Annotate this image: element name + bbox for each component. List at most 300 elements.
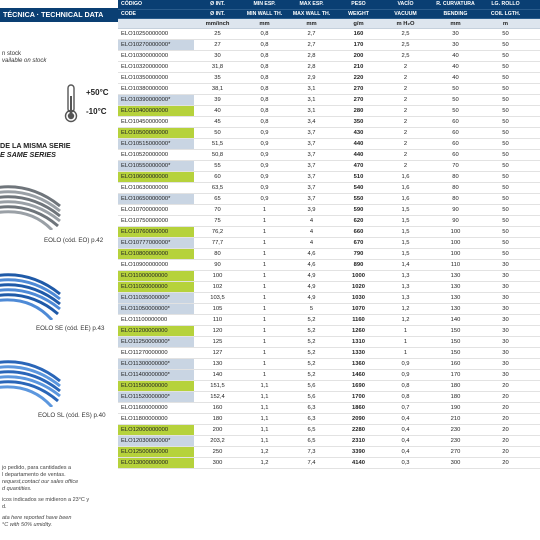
vacuum-cell: 0,9: [401, 372, 410, 378]
coil-length-cell: 30: [502, 262, 509, 268]
inner-diameter-cell: 63,5: [211, 185, 224, 191]
product-code-cell: ELO10320000000: [121, 64, 169, 70]
max-wall-cell: 6,5: [307, 438, 316, 444]
vacuum-cell: 2: [403, 64, 408, 70]
table-row: [118, 95, 540, 106]
vacuum-cell: 0,4: [401, 416, 410, 422]
min-wall-cell: 1: [262, 339, 267, 345]
weight-cell: 210: [353, 64, 364, 70]
column-header: WEIGHT: [348, 10, 369, 17]
weight-cell: 160: [353, 31, 364, 37]
vacuum-cell: 0,7: [401, 405, 410, 411]
max-wall-cell: 2,8: [307, 53, 316, 59]
coil-length-cell: 20: [502, 438, 509, 444]
inner-diameter-cell: 50,8: [211, 152, 224, 158]
inner-diameter-cell: 40: [214, 108, 221, 114]
max-wall-cell: 4,6: [307, 251, 316, 257]
coil-length-cell: 30: [502, 306, 509, 312]
inner-diameter-cell: 39: [214, 97, 221, 103]
technical-data-table: [118, 0, 540, 469]
footnote-line: d.: [2, 504, 7, 510]
unit-label: mm: [259, 21, 270, 27]
min-wall-cell: 0,8: [260, 86, 269, 92]
product-code-cell: ELO11270000000: [121, 350, 168, 356]
weight-cell: 270: [353, 97, 364, 103]
column-header: COIL LGTH.: [490, 10, 521, 17]
product-code-cell: ELO11000000000: [118, 271, 194, 281]
footnote-line: icos indicados se midieron a 23°C y: [2, 497, 90, 503]
min-wall-cell: 1: [262, 295, 267, 301]
coil-length-cell: 30: [502, 350, 509, 356]
max-wall-cell: 3,1: [307, 86, 316, 92]
max-wall-cell: 4,9: [307, 284, 316, 290]
coil-length-cell: 30: [502, 317, 509, 323]
max-wall-cell: 5: [309, 306, 314, 312]
product-code-cell: ELO10250000000: [121, 31, 169, 37]
coil-length-cell: 20: [502, 427, 509, 433]
weight-cell: 1860: [352, 405, 365, 411]
min-wall-cell: 0,9: [260, 174, 269, 180]
column-header: BENDING: [443, 10, 468, 17]
max-wall-cell: 3,1: [307, 97, 316, 103]
inner-diameter-cell: 100: [212, 273, 223, 279]
product-code-cell: ELO11600000000: [121, 405, 168, 411]
table-row: [118, 40, 540, 51]
weight-cell: 1020: [352, 284, 365, 290]
weight-cell: 350: [353, 119, 364, 125]
coil-length-cell: 20: [502, 394, 509, 400]
table-row: [118, 425, 540, 436]
max-wall-cell: 5,2: [307, 328, 316, 334]
product-code-cell: ELO10777000000*: [118, 238, 194, 248]
table-row: [118, 381, 540, 392]
footnote-line: ata here reported have been: [2, 515, 72, 521]
max-wall-cell: 3,7: [307, 185, 316, 191]
bending-radius-cell: 180: [450, 383, 461, 389]
product-code-cell: ELO10900000000: [121, 262, 169, 268]
column-header: PESO: [351, 1, 366, 7]
footnote-line: jo pedido, para cantidades a: [2, 465, 72, 471]
coil-length-cell: 50: [502, 163, 509, 169]
vacuum-cell: 0,4: [401, 427, 410, 433]
inner-diameter-cell: 152,4: [210, 394, 225, 400]
column-header: MIN ESP.: [253, 1, 276, 7]
table-row: [118, 29, 540, 40]
weight-cell: 430: [353, 130, 364, 136]
table-units-row: [118, 19, 540, 29]
inner-diameter-cell: 102: [212, 284, 223, 290]
footnote-line: d quantities.: [2, 486, 32, 492]
coil-length-cell: 50: [502, 75, 509, 81]
table-row: [118, 117, 540, 128]
bending-radius-cell: 50: [452, 86, 459, 92]
vacuum-cell: 1,6: [401, 185, 410, 191]
weight-cell: 540: [353, 185, 364, 191]
coil-length-cell: 50: [502, 218, 509, 224]
inner-diameter-cell: 60: [214, 174, 221, 180]
table-header-row-es: [118, 0, 540, 10]
table-row: [118, 194, 540, 205]
product-code-cell: ELO10550000000*: [118, 161, 194, 171]
min-wall-cell: 0,8: [260, 108, 269, 114]
vacuum-cell: 1,6: [401, 174, 410, 180]
max-wall-cell: 2,8: [307, 64, 316, 70]
bending-radius-cell: 100: [450, 240, 461, 246]
bending-radius-cell: 150: [450, 339, 461, 345]
bending-radius-cell: 140: [450, 317, 461, 323]
product-code-cell: ELO10390000000*: [118, 95, 194, 105]
vacuum-cell: 1: [403, 339, 408, 345]
product-code-cell: ELO10750000000: [121, 218, 169, 224]
bending-radius-cell: 130: [450, 273, 461, 279]
table-row: [118, 458, 540, 469]
min-wall-cell: 1: [262, 240, 267, 246]
bending-radius-cell: 130: [450, 306, 461, 312]
weight-cell: 620: [353, 218, 364, 224]
vacuum-cell: 1,3: [401, 284, 410, 290]
product-code-cell: ELO10630000000: [121, 185, 169, 191]
weight-cell: 1310: [352, 339, 365, 345]
min-wall-cell: 0,9: [260, 185, 269, 191]
table-row: [118, 282, 540, 293]
coil-length-cell: 50: [502, 251, 509, 257]
vacuum-cell: 1,3: [401, 273, 410, 279]
footnote-line: l departamento de ventas.: [2, 472, 66, 478]
product-label-eolo: EOLO (cód. EO) p.42: [44, 237, 104, 244]
min-wall-cell: 0,8: [260, 42, 269, 48]
vacuum-cell: 0,9: [401, 361, 410, 367]
weight-cell: 270: [353, 86, 364, 92]
min-wall-cell: 1: [262, 317, 267, 323]
vacuum-cell: 2: [403, 108, 408, 114]
min-wall-cell: 1: [262, 328, 267, 334]
min-wall-cell: 1,1: [260, 394, 269, 400]
max-wall-cell: 4,9: [307, 273, 316, 279]
stock-note-es: n stock: [2, 51, 22, 57]
min-wall-cell: 1: [262, 372, 267, 378]
coil-length-cell: 50: [502, 240, 509, 246]
vacuum-cell: 1,5: [401, 251, 410, 257]
bending-radius-cell: 180: [450, 394, 461, 400]
table-row: [118, 139, 540, 150]
vacuum-cell: 2: [403, 75, 408, 81]
coil-length-cell: 50: [502, 196, 509, 202]
max-wall-cell: 4: [309, 218, 314, 224]
vacuum-cell: 1,2: [401, 306, 410, 312]
inner-diameter-cell: 200: [212, 427, 223, 433]
weight-cell: 440: [353, 141, 364, 147]
table-row: [118, 414, 540, 425]
table-row: [118, 293, 540, 304]
inner-diameter-cell: 151,5: [210, 383, 225, 389]
inner-diameter-cell: 25: [214, 31, 221, 37]
weight-cell: 1460: [352, 372, 365, 378]
unit-label: m: [502, 21, 509, 27]
weight-cell: 890: [353, 262, 364, 268]
inner-diameter-cell: 77,7: [211, 240, 224, 246]
vacuum-cell: 2: [403, 97, 408, 103]
inner-diameter-cell: 80: [214, 251, 221, 257]
product-code-cell: ELO10270000000*: [118, 40, 194, 50]
inner-diameter-cell: 103,5: [210, 295, 225, 301]
column-header: VACÍO: [397, 1, 414, 7]
vacuum-cell: 1,5: [401, 207, 410, 213]
table-row: [118, 260, 540, 271]
min-wall-cell: 0,8: [260, 97, 269, 103]
vacuum-cell: 2: [403, 130, 408, 136]
coil-length-cell: 50: [502, 174, 509, 180]
weight-cell: 1160: [352, 317, 365, 323]
column-header: LG. ROLLO: [491, 1, 520, 7]
vacuum-cell: 0,3: [401, 460, 410, 466]
max-wall-cell: 4: [309, 229, 314, 235]
table-row: [118, 161, 540, 172]
eolo-sl-hose-image: [0, 345, 62, 407]
unit-label: m H₂O: [396, 21, 415, 27]
max-wall-cell: 6,3: [307, 405, 316, 411]
inner-diameter-cell: 127: [212, 350, 223, 356]
max-wall-cell: 3,7: [307, 152, 316, 158]
column-header: VACUUM: [394, 10, 417, 17]
vacuum-cell: 0,4: [401, 438, 410, 444]
min-wall-cell: 1,1: [260, 416, 269, 422]
vacuum-cell: 2,5: [401, 42, 410, 48]
vacuum-cell: 1,5: [401, 240, 410, 246]
weight-cell: 220: [353, 75, 364, 81]
temp-max: +50°C: [86, 88, 109, 97]
coil-length-cell: 30: [502, 295, 509, 301]
table-row: [118, 150, 540, 161]
product-label-eolo-sl: EOLO SL (cód. ES) p.40: [38, 412, 106, 419]
table-body: [118, 29, 540, 469]
vacuum-cell: 2: [403, 119, 408, 125]
bending-radius-cell: 90: [452, 218, 459, 224]
max-wall-cell: 6,3: [307, 416, 316, 422]
weight-cell: 3390: [352, 449, 365, 455]
min-wall-cell: 1: [262, 251, 267, 257]
min-wall-cell: 0,9: [260, 196, 269, 202]
min-wall-cell: 1,1: [260, 405, 269, 411]
coil-length-cell: 30: [502, 361, 509, 367]
coil-length-cell: 30: [502, 339, 509, 345]
max-wall-cell: 2,7: [307, 42, 316, 48]
column-header: CÓDIGO: [121, 1, 143, 7]
weight-cell: 1690: [352, 383, 365, 389]
product-code-cell: ELO11800000000: [121, 416, 168, 422]
bending-radius-cell: 60: [452, 119, 459, 125]
max-wall-cell: 4,9: [307, 295, 316, 301]
inner-diameter-cell: 110: [212, 317, 223, 323]
product-code-cell: ELO10650000000*: [118, 194, 194, 204]
table-row: [118, 128, 540, 139]
table-row: [118, 216, 540, 227]
weight-cell: 1000: [352, 273, 365, 279]
bending-radius-cell: 80: [452, 174, 459, 180]
table-header-row-en: [118, 10, 540, 20]
coil-length-cell: 50: [502, 53, 509, 59]
bending-radius-cell: 150: [450, 350, 461, 356]
inner-diameter-cell: 105: [212, 306, 223, 312]
coil-length-cell: 50: [502, 119, 509, 125]
table-row: [118, 106, 540, 117]
vacuum-cell: 1,5: [401, 218, 410, 224]
coil-length-cell: 20: [502, 383, 509, 389]
weight-cell: 590: [353, 207, 364, 213]
min-wall-cell: 1: [262, 284, 267, 290]
column-header: MIN WALL TH.: [246, 10, 283, 17]
inner-diameter-cell: 51,5: [211, 141, 224, 147]
table-row: [118, 370, 540, 381]
vacuum-cell: 2: [403, 86, 408, 92]
min-wall-cell: 0,8: [260, 53, 269, 59]
bending-radius-cell: 110: [450, 262, 461, 268]
inner-diameter-cell: 65: [214, 196, 221, 202]
weight-cell: 1360: [352, 361, 365, 367]
product-code-cell: ELO11200000000: [118, 326, 194, 336]
weight-cell: 790: [353, 251, 364, 257]
max-wall-cell: 3,4: [307, 119, 316, 125]
table-row: [118, 392, 540, 403]
product-code-cell: ELO10400000000: [118, 106, 194, 116]
inner-diameter-cell: 30: [214, 53, 221, 59]
weight-cell: 440: [353, 152, 364, 158]
product-code-cell: ELO10600000000: [118, 172, 194, 182]
max-wall-cell: 3,7: [307, 174, 316, 180]
min-wall-cell: 1: [262, 306, 267, 312]
product-code-cell: ELO12000000000: [118, 425, 194, 435]
inner-diameter-cell: 76,2: [211, 229, 224, 235]
weight-cell: 2310: [352, 438, 365, 444]
max-wall-cell: 5,2: [307, 361, 316, 367]
inner-diameter-cell: 75: [214, 218, 221, 224]
min-wall-cell: 1,1: [260, 383, 269, 389]
coil-length-cell: 50: [502, 31, 509, 37]
min-wall-cell: 0,8: [260, 31, 269, 37]
min-wall-cell: 1: [262, 361, 267, 367]
coil-length-cell: 50: [502, 97, 509, 103]
min-wall-cell: 0,9: [260, 163, 269, 169]
table-row: [118, 84, 540, 95]
vacuum-cell: 2: [403, 163, 408, 169]
coil-length-cell: 30: [502, 328, 509, 334]
min-wall-cell: 1: [262, 229, 267, 235]
coil-length-cell: 50: [502, 185, 509, 191]
min-wall-cell: 0,8: [260, 75, 269, 81]
product-code-cell: ELO11050000000*: [118, 304, 194, 314]
weight-cell: 280: [353, 108, 364, 114]
bending-radius-cell: 30: [452, 31, 459, 37]
bending-radius-cell: 40: [452, 53, 459, 59]
vacuum-cell: 0,8: [401, 383, 410, 389]
product-code-cell: ELO13000000000: [118, 458, 194, 468]
weight-cell: 660: [353, 229, 364, 235]
inner-diameter-cell: 55: [214, 163, 221, 169]
min-wall-cell: 1,1: [260, 438, 269, 444]
coil-length-cell: 30: [502, 284, 509, 290]
table-row: [118, 271, 540, 282]
table-row: [118, 315, 540, 326]
max-wall-cell: 4,6: [307, 262, 316, 268]
bending-radius-cell: 60: [452, 141, 459, 147]
coil-length-cell: 30: [502, 273, 509, 279]
max-wall-cell: 6,5: [307, 427, 316, 433]
table-row: [118, 172, 540, 183]
inner-diameter-cell: 35: [214, 75, 221, 81]
coil-length-cell: 50: [502, 207, 509, 213]
product-code-cell: ELO10500000000: [118, 128, 194, 138]
coil-length-cell: 20: [502, 449, 509, 455]
vacuum-cell: 0,8: [401, 394, 410, 400]
table-row: [118, 326, 540, 337]
bending-radius-cell: 80: [452, 196, 459, 202]
product-code-cell: ELO10450000000: [121, 119, 169, 125]
footnote-line: °C with 50% umidity.: [2, 522, 53, 528]
product-code-cell: ELO10520000000: [121, 152, 169, 158]
inner-diameter-cell: 125: [212, 339, 223, 345]
unit-label: mm/inch: [205, 21, 230, 27]
inner-diameter-cell: 250: [212, 449, 223, 455]
thermometer-icon: [64, 84, 78, 124]
vacuum-cell: 1: [403, 328, 408, 334]
footnote-line: request,contact our sales office: [2, 479, 79, 485]
vacuum-cell: 2: [403, 141, 408, 147]
max-wall-cell: 5,6: [307, 394, 316, 400]
vacuum-cell: 2,5: [401, 53, 410, 59]
product-code-cell: ELO10700000000: [121, 207, 169, 213]
table-row: [118, 304, 540, 315]
max-wall-cell: 3,7: [307, 130, 316, 136]
vacuum-cell: 1,6: [401, 196, 410, 202]
product-code-cell: ELO10800000000: [118, 249, 194, 259]
eolo-se-hose-image: [0, 258, 62, 320]
coil-length-cell: 20: [502, 460, 509, 466]
max-wall-cell: 3,7: [307, 141, 316, 147]
vacuum-cell: 2: [403, 152, 408, 158]
bending-radius-cell: 80: [452, 185, 459, 191]
min-wall-cell: 0,9: [260, 152, 269, 158]
inner-diameter-cell: 70: [214, 207, 221, 213]
min-wall-cell: 1,2: [260, 460, 269, 466]
unit-label: mm: [450, 21, 461, 27]
table-row: [118, 73, 540, 84]
bending-radius-cell: 160: [450, 361, 461, 367]
bending-radius-cell: 70: [452, 163, 459, 169]
min-wall-cell: 0,9: [260, 141, 269, 147]
max-wall-cell: 5,2: [307, 372, 316, 378]
min-wall-cell: 1: [262, 350, 267, 356]
product-label-eolo-se: EOLO SE (cód. EE) p.43: [36, 325, 105, 332]
vacuum-cell: 2,5: [401, 31, 410, 37]
technical-data-band: TÉCNICA · TECHNICAL DATA: [0, 8, 118, 22]
vacuum-cell: 1,4: [401, 262, 410, 268]
bending-radius-cell: 50: [452, 97, 459, 103]
inner-diameter-cell: 31,8: [211, 64, 224, 70]
weight-cell: 550: [353, 196, 364, 202]
bending-radius-cell: 150: [450, 328, 461, 334]
min-wall-cell: 0,9: [260, 130, 269, 136]
max-wall-cell: 3,1: [307, 108, 316, 114]
min-wall-cell: 1: [262, 207, 267, 213]
max-wall-cell: 7,4: [307, 460, 316, 466]
max-wall-cell: 2,7: [307, 31, 316, 37]
temp-min: -10°C: [86, 107, 107, 116]
min-wall-cell: 1: [262, 262, 267, 268]
max-wall-cell: 3,9: [307, 207, 316, 213]
max-wall-cell: 5,6: [307, 383, 316, 389]
weight-cell: 1700: [352, 394, 365, 400]
bending-radius-cell: 210: [450, 416, 461, 422]
product-code-cell: ELO11400000000*: [118, 370, 194, 380]
